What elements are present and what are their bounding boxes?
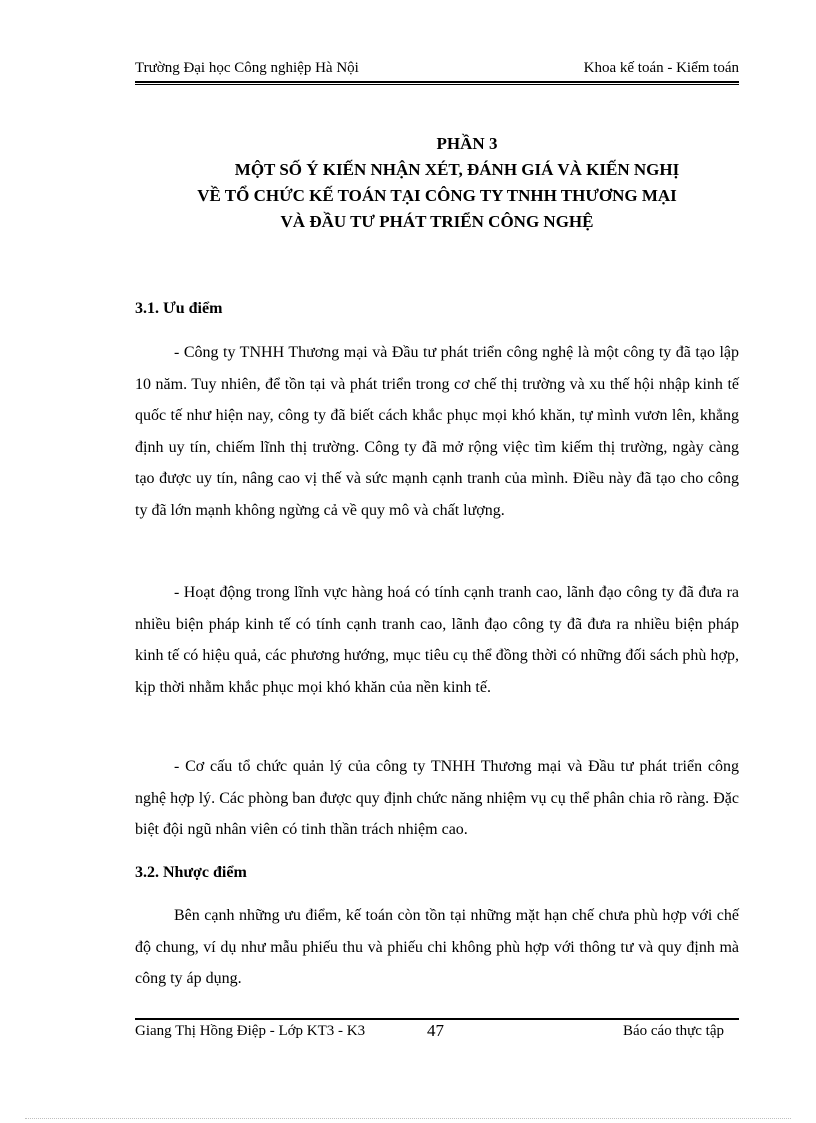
paragraph: - Cơ cấu tổ chức quản lý của công ty TNHH Thương mại và Đầu tư phát triển công nghệ hợp lý. Các phòng ban được quy định chức năng nhiệm vụ cụ thể phân chia rõ ràng. Đặc biệt đội ngũ nhân viên có tinh thần trách nhiệm cao. [135, 758, 739, 838]
header-rule [135, 81, 739, 83]
footer-rule [135, 1018, 739, 1020]
chapter-title-line: VỀ TỔ CHỨC KẾ TOÁN TẠI CÔNG TY TNHH THƯƠNG MẠI [197, 186, 677, 205]
page-edge-dotted-line [25, 1118, 791, 1119]
chapter-title-line: MỘT SỐ Ý KIẾN NHẬN XÉT, ĐÁNH GIÁ VÀ KIẾN NGHỊ [234, 160, 680, 179]
paragraph: - Công ty TNHH Thương mại và Đầu tư phát triển công nghệ là một công ty đã tạo lập 10 năm. Tuy nhiên, để tồn tại và phát triển trong cơ chế thị trường và xu thế hội nhập kinh tế quốc tế như hiện nay, công ty đã biết cách khắc phục mọi khó khăn, tự mình vươn lên, khẳng định uy tín, chiếm lĩnh thị trường. Công ty đã mở rộng việc tìm kiếm thị trường, ngày càng tạo được uy tín, nâng cao vị thế và sức mạnh cạnh tranh của mình. Điều này đã tạo cho công ty đã lớn mạnh không ngừng cả về quy mô và chất lượng. [135, 344, 739, 519]
header-department: Khoa kế toán - Kiểm toán [583, 60, 739, 76]
chapter-title [135, 131, 739, 235]
chapter-title-line: VÀ ĐẦU TƯ PHÁT TRIỂN CÔNG NGHỆ [280, 212, 594, 231]
running-header [135, 60, 739, 82]
section-heading-advantages: 3.1. Ưu điểm [135, 300, 223, 317]
footer-report-type: Báo cáo thực tập [622, 1023, 724, 1039]
footer-author: Giang Thị Hồng Điệp - Lớp KT3 - K3 [135, 1023, 366, 1039]
running-footer [135, 1023, 739, 1045]
header-rule-thin [135, 84, 739, 85]
section-heading-disadvantages: 3.2. Nhược điểm [135, 864, 247, 881]
header-school-name: Trường Đại học Công nghiệp Hà Nội [135, 60, 359, 76]
page-number: 47 [427, 1021, 444, 1040]
paragraph: - Hoạt động trong lĩnh vực hàng hoá có tính cạnh tranh cao, lãnh đạo công ty đã đưa ra nhiều biện pháp kinh tế có tính cạnh tranh cao, lãnh đạo công ty đã đưa ra nhiều biện pháp kinh tế có hiệu quả, các phương hướng, mục tiêu cụ thể đồng thời có những đối sách phù hợp, kịp thời nhằm khắc phục mọi khó khăn của nền kinh tế. [135, 584, 739, 696]
paragraph: Bên cạnh những ưu điểm, kế toán còn tồn tại những mặt hạn chế chưa phù hợp với chế độ chung, ví dụ như mẫu phiếu thu và phiếu chi không phù hợp với thông tư và quy định mà công ty áp dụng. [135, 907, 739, 987]
chapter-number: PHẦN 3 [436, 134, 498, 153]
